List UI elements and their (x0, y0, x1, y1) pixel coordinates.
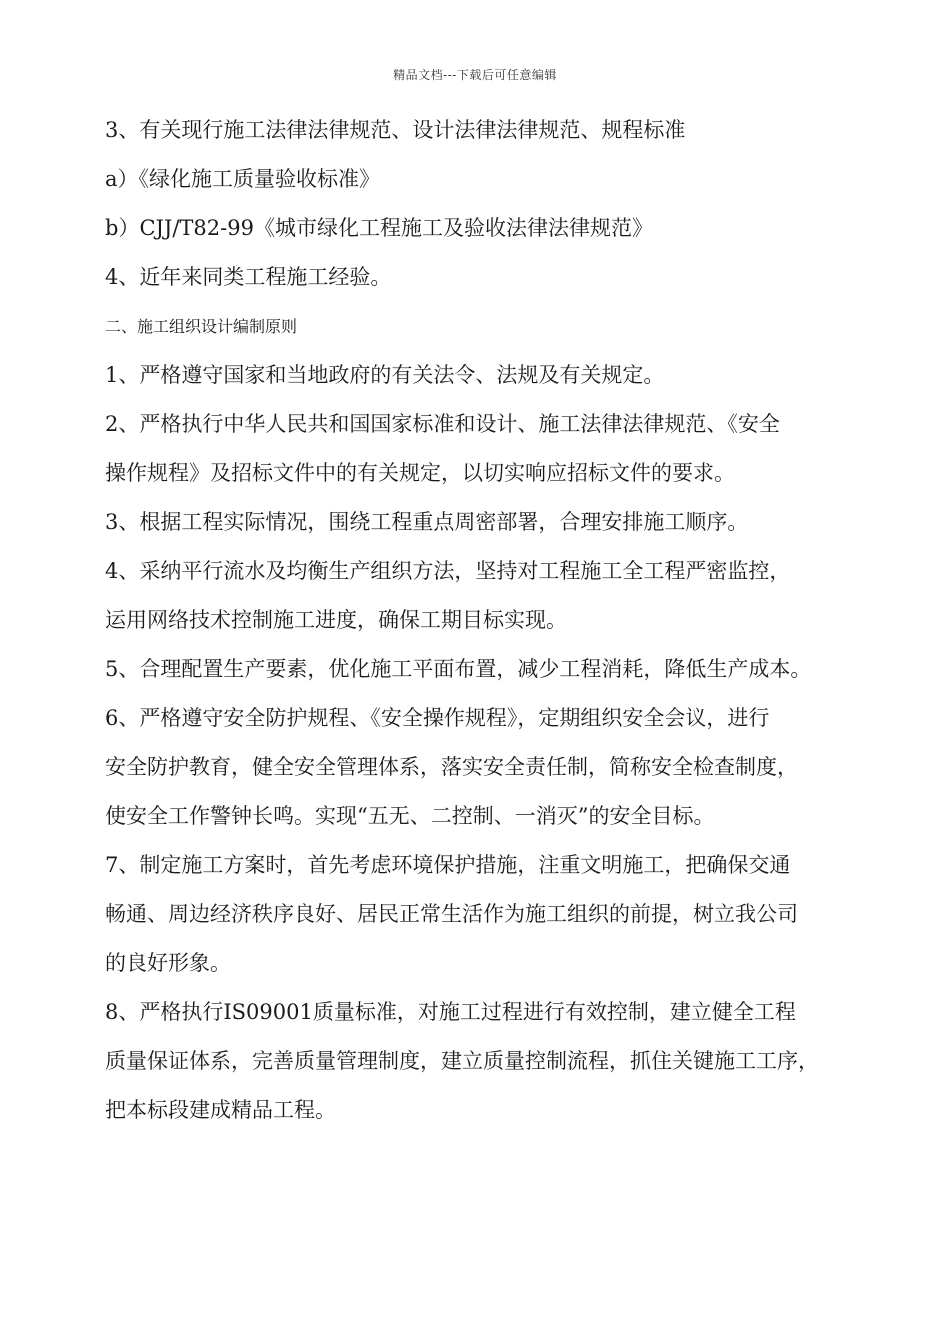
text-line: 7、制定施工方案时，首先考虑环境保护措施，注重文明施工，把确保交通 (105, 853, 791, 877)
text-line: 6、严格遵守安全防护规程、《安全操作规程》，定期组织安全会议，进行 (105, 706, 770, 730)
text-line: 2、严格执行中华人民共和国国家标准和设计、施工法律法律规范、《安全 (105, 412, 780, 436)
text-line: 质量保证体系，完善质量管理制度，建立质量控制流程，抓住关键施工工序， (105, 1049, 819, 1073)
text-line: 运用网络技术控制施工进度，确保工期目标实现。 (105, 608, 567, 632)
text-line: b）CJJ/T82-99《城市绿化工程施工及验收法律法律规范》 (105, 216, 653, 240)
text-line: 使安全工作警钟长鸣。实现“五无、二控制、一消灭”的安全目标。 (105, 804, 715, 828)
text-line: 的良好形象。 (105, 951, 231, 975)
text-line: a）《绿化施工质量验收标准》 (105, 167, 381, 191)
text-line: 3、有关现行施工法律法律规范、设计法律法律规范、规程标准 (105, 118, 686, 142)
text-line: 3、根据工程实际情况，围绕工程重点周密部署，合理安排施工顺序。 (105, 510, 749, 534)
text-line: 8、严格执行IS09001质量标准，对施工过程进行有效控制，建立健全工程 (105, 1000, 796, 1024)
text-line: 5、合理配置生产要素，优化施工平面布置，减少工程消耗，降低生产成本。 (105, 657, 812, 681)
text-line: 安全防护教育，健全安全管理体系，落实安全责任制，简称安全检查制度， (105, 755, 798, 779)
section-heading: 二、施工组织设计编制原则 (105, 317, 298, 336)
text-line: 操作规程》及招标文件中的有关规定，以切实响应招标文件的要求。 (105, 461, 735, 485)
text-line: 1、严格遵守国家和当地政府的有关法令、法规及有关规定。 (105, 363, 665, 387)
text-line: 把本标段建成精品工程。 (105, 1098, 336, 1122)
document-body (105, 106, 865, 1135)
text-line: 4、近年来同类工程施工经验。 (105, 265, 392, 289)
page-header-watermark: 精品文档---下载后可任意编辑 (393, 68, 557, 82)
text-line: 4、采纳平行流水及均衡生产组织方法，坚持对工程施工全工程严密监控， (105, 559, 791, 583)
text-line: 畅通、周边经济秩序良好、居民正常生活作为施工组织的前提，树立我公司 (105, 902, 798, 926)
